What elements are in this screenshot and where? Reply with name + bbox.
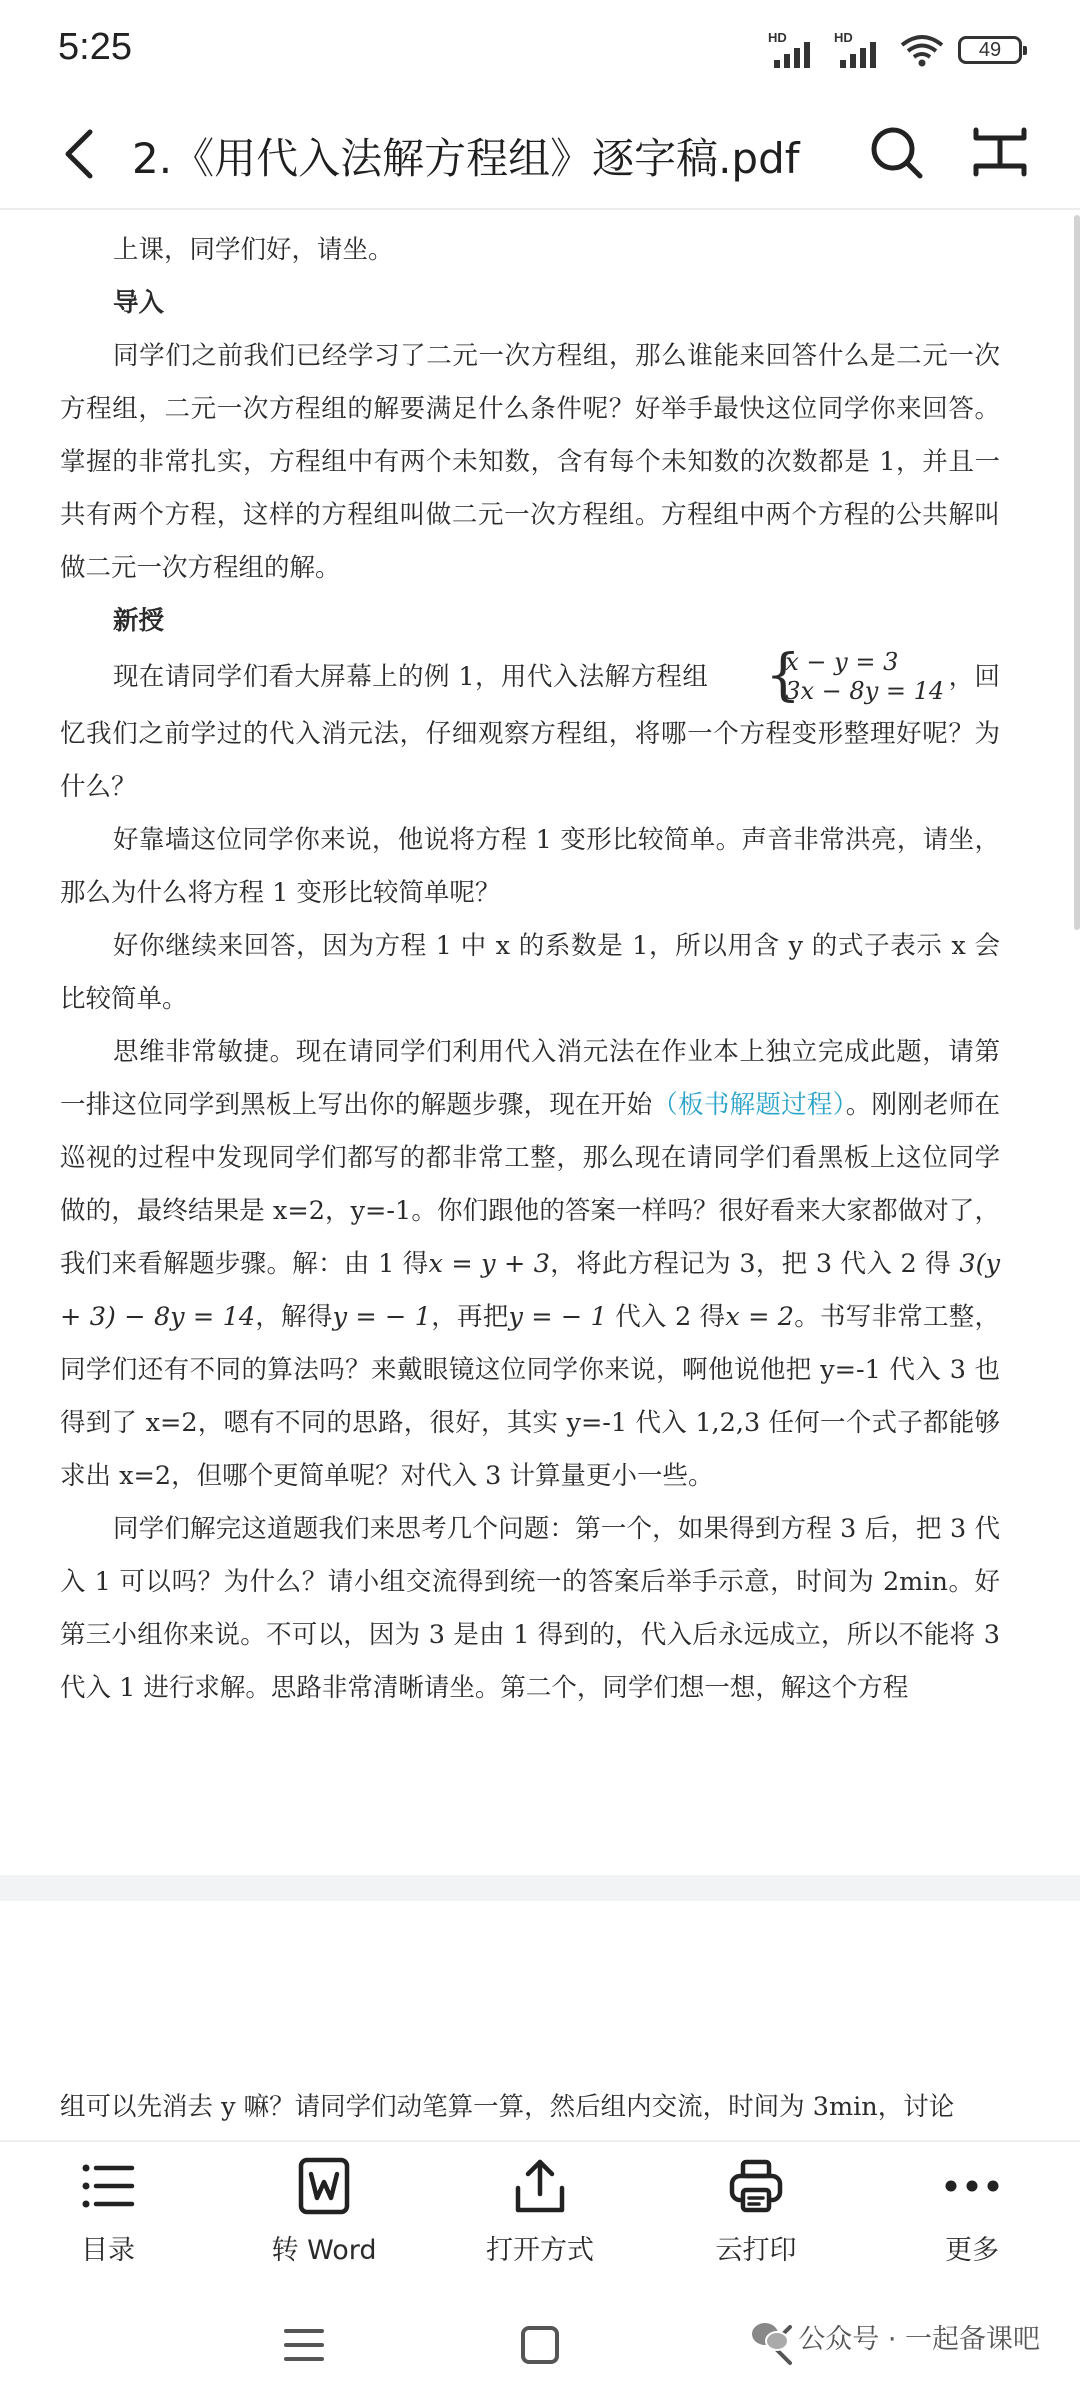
battery-icon: 49 xyxy=(958,36,1022,64)
watermark-text: 公众号 · 一起备课吧 xyxy=(798,2324,1040,2355)
list-icon xyxy=(78,2156,138,2216)
paragraph: 组可以先消去 y 嘛？请同学们动笔算一算，然后组内交流，时间为 3min，讨论 xyxy=(60,2092,955,2122)
wifi-icon xyxy=(900,33,944,67)
section-heading: 导入 xyxy=(113,288,165,318)
share-icon xyxy=(510,2156,570,2216)
paragraph: 好靠墙这位同学你来说，他说将方程 1 变形比较简单。声音非常洪亮，请坐，那么为什么将方程 1 变形比较简单呢？ xyxy=(60,825,1000,908)
math-inline: x = y + 3 xyxy=(428,1249,550,1279)
equation-1: x − y = 3 xyxy=(785,648,899,676)
paragraph: 上课，同学们好，请坐。 xyxy=(113,235,394,265)
status-icons xyxy=(768,30,1022,70)
signal-hd-label: HD xyxy=(834,30,853,45)
math-inline: y = − 1 xyxy=(332,1302,431,1332)
equation-2: 3x − 8y = 14 xyxy=(785,677,945,705)
app-header xyxy=(0,100,1080,210)
more-icon xyxy=(942,2156,1002,2216)
toolbar-label: 目录 xyxy=(81,2235,135,2266)
toolbar-open-with-button[interactable] xyxy=(450,2156,630,2276)
status-bar xyxy=(0,0,1080,100)
expand-icon[interactable] xyxy=(970,122,1030,182)
pdf-page[interactable] xyxy=(0,210,1080,1875)
signal-icon xyxy=(834,30,886,70)
math-inline: 3(y + 3) − 8y = 14 xyxy=(60,1249,1000,1332)
section-heading: 新授 xyxy=(113,606,165,636)
document-title: 2.《用代入法解方程组》逐字稿.pdf xyxy=(132,134,800,183)
math-inline: x = 2 xyxy=(725,1302,795,1332)
toolbar-label: 打开方式 xyxy=(486,2235,594,2266)
status-time: 5:25 xyxy=(58,26,132,68)
board-note: （板书解题过程） xyxy=(652,1090,846,1120)
bottom-toolbar xyxy=(0,2140,1080,2287)
paragraph: 现在请同学们看大屏幕上的例 1，用代入法解方程组 { x − y = 3 3x − 8y = 14 ，回忆我们之前学过的代入消元法，仔细观察方程组，将哪一个方程变形整理好呢？为什么？ xyxy=(60,643,1000,802)
document-content xyxy=(60,2081,1000,2134)
paragraph: 同学们之前我们已经学习了二元一次方程组，那么谁能来回答什么是二元一次方程组，二元一次方程组的解要满足什么条件呢？好举手最快这位同学你来回答。掌握的非常扎实，方程组中有两个未知数，含有每个未知数的次数都是 1，并且一共有两个方程，这样的方程组叫做二元一次方程组。方程组中两个方程的公共解叫做二元一次方程组的解。 xyxy=(60,341,1000,583)
scrollbar[interactable] xyxy=(1074,215,1080,930)
word-icon xyxy=(294,2156,354,2216)
watermark xyxy=(750,2317,1040,2356)
math-inline: y = − 1 xyxy=(508,1302,607,1332)
toolbar-to-word-button[interactable] xyxy=(234,2156,414,2276)
signal-icon xyxy=(768,30,820,70)
home-nav-icon[interactable] xyxy=(518,2323,562,2367)
paragraph: 思维非常敏捷。现在请同学们利用代入消元法在作业本上独立完成此题，请第一排这位同学到黑板上写出你的解题步骤，现在开始（板书解题过程）。刚刚老师在巡视的过程中发现同学们都写的都非常工整，那么现在请同学们看黑板上这位同学做的，最终结果是 x=2，y=-1。你们跟他的答案一样吗？很好看来大家都做对了，我们来看解题步骤。解：由 1 得x = y + 3，将此方程记为 3，把 3 代入 2 得 3(y + 3) − 8y = 14，解得y = − 1，再把y = − 1 代入 2 得x = 2。书写非常工整，同学们还有不同的算法吗？来戴眼镜这位同学你来说，啊他说他把 y=-1 代入 3 也得到了 x=2，嗯有不同的思路，很好，其实 y=-1 代入 1,2,3 任何一个式子都能够求出 x=2，但哪个更简单呢？对代入 3 计算量更小一些。 xyxy=(60,1037,1000,1491)
toolbar-cloud-print-button[interactable] xyxy=(666,2156,846,2276)
wechat-icon xyxy=(750,2320,790,2354)
system-nav-bar xyxy=(0,2285,1080,2401)
paragraph: 同学们解完这道题我们来思考几个问题：第一个，如果得到方程 3 后，把 3 代入 1 可以吗？为什么？请小组交流得到统一的答案后举手示意，时间为 2min。好第三小组你来说。不可以，因为 3 是由 1 得到的，代入后永远成立，所以不能将 3 代入 1 进行求解。思路非常清晰请坐。第二个，同学们想一想，解这个方程 xyxy=(60,1514,1000,1703)
toolbar-label: 云打印 xyxy=(715,2235,797,2266)
search-icon[interactable] xyxy=(866,122,926,182)
menu-nav-icon[interactable] xyxy=(282,2323,326,2367)
paragraph: 好你继续来回答，因为方程 1 中 x 的系数是 1，所以用含 y 的式子表示 x 会比较简单。 xyxy=(60,931,1000,1014)
signal-hd-label: HD xyxy=(768,30,787,45)
toolbar-label: 更多 xyxy=(945,2235,999,2266)
toolbar-label: 转 Word xyxy=(271,2235,377,2266)
pdf-page[interactable] xyxy=(0,1901,1080,2141)
back-arrow-icon[interactable] xyxy=(52,122,112,186)
toolbar-more-button[interactable] xyxy=(882,2156,1062,2276)
toolbar-toc-button[interactable] xyxy=(18,2156,198,2276)
printer-icon xyxy=(726,2156,786,2216)
document-content xyxy=(60,224,1000,1715)
page-divider xyxy=(0,1875,1080,1901)
equation-system: { x − y = 3 3x − 8y = 14 xyxy=(765,643,945,708)
